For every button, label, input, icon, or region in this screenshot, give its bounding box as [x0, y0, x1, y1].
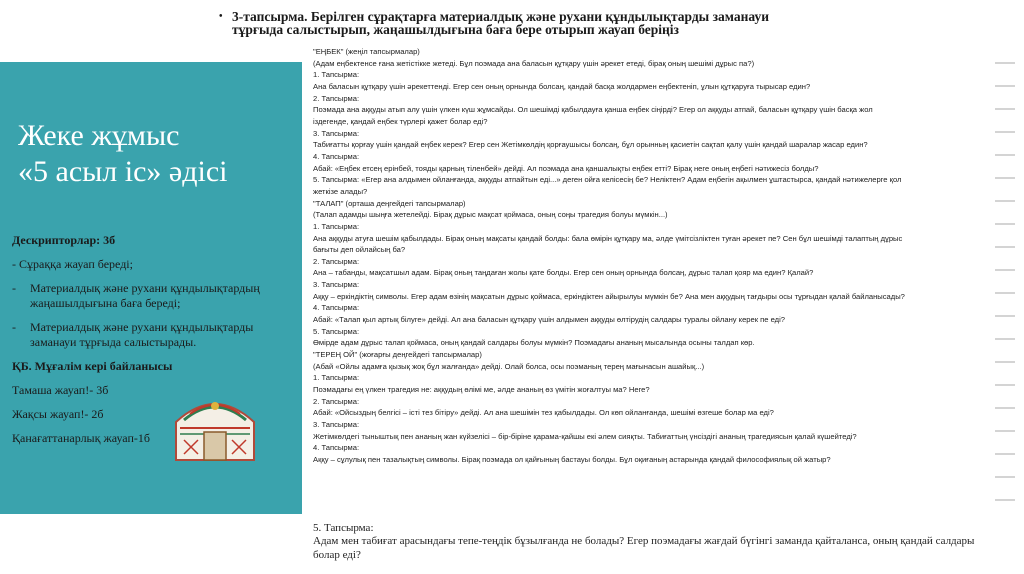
task-line: Поэмада ана аққуды атып алу үшін үлкен күш жұмсайды. Ол шешімді қабылдауға қанша еңбек сіңірді? Егер ол аққуды атпай, баласын құтқару үшін басқа жол	[313, 105, 873, 115]
feedback-item: Тамаша жауап!- 3б	[12, 383, 109, 397]
task-line: Аққу – еркіндіктің символы. Егер адам өзінің мақсатын дұрыс қоймаса, еркіндіктен айырылуы мүмкін бе? Ана мен аққудың тағдыры осы тұрғыдан қалай байланысады?	[313, 291, 905, 301]
scrollbar-segment	[995, 315, 1015, 317]
scrollbar-segment	[995, 200, 1015, 202]
task-line: 3. Тапсырма:	[313, 420, 360, 429]
scrollbar-segment	[995, 246, 1015, 248]
task-line: (Абай «Ойлы адамға қызық жоқ бұл жалғанда» дейді. Олай болса, осы поэманың терең мағынасын ашайық...)	[313, 361, 705, 371]
task-line: Ана – табанды, мақсатшыл адам. Бірақ оның таңдаған жолы қате болды. Егер сен оның орнында болсаң, дұрыс талап қояр ма един? Қалай?	[313, 268, 814, 278]
scrollbar-segment	[995, 223, 1015, 225]
task-line: 1. Тапсырма:	[313, 221, 360, 231]
task-line: Ана баласын құтқару үшін әрекеттенді. Егер сен оның орнында болсаң, қандай басқа жолдармен еңбектеніп, ұлын құтқаруға тырысар един?	[313, 81, 811, 91]
scrollbar-segment	[995, 476, 1015, 478]
scrollbar-segment	[995, 453, 1015, 455]
task-line: 2. Тапсырма:	[313, 396, 360, 406]
scrollbar-segment	[995, 384, 1015, 386]
task-line: (Талап адамды шыңға жетелейді. Бірақ дұрыс мақсат қоймаса, оның соңы трагедия болуы мүмкін...)	[313, 210, 668, 220]
task-line: "ТАЛАП" (орташа деңгейдегі тапсырмалар)	[313, 198, 466, 208]
task-line: 3. Тапсырма:	[313, 128, 360, 138]
task-line: 4. Тапсырма:	[313, 443, 360, 453]
scrollbar-segment	[995, 407, 1015, 409]
task-line: Табиғатты қорғау үшін қандай еңбек керек? Егер сен Жетімкөлдің қорғаушысы болсаң, бұл орынның қасиетін сақтап қалу үшін қандай шаралар жасар един?	[313, 140, 868, 150]
descriptor-item: - Материалдық және рухани құндылықтарды заманауи тұрғыда салыстырады.	[12, 320, 254, 349]
task-line: 5. Тапсырма: «Егер ана алдымен ойланғанда, аққуды атпайтын еді...» деген ойға келісесің бе? Неліктен? Адам еңбегін ақылмен ұштастырса, қандай нәтижелерге қол	[313, 175, 902, 185]
task-list	[313, 46, 985, 466]
task-line: 1. Тапсырма:	[313, 70, 360, 80]
descriptor-item: - Материалдық және рухани құндылықтардың жаңашылдығына баға береді;	[12, 281, 260, 310]
scrollbar-segment	[995, 338, 1015, 340]
scrollbar-segment	[995, 361, 1015, 363]
task-line: Абай: «Еңбек етсең ерінбей, тояды қарның тіленбей» дейді. Ал поэмада ана қаншалықты еңбек етті? Бірақ неге оның еңбегі нәтижесіз болды?	[313, 163, 819, 173]
feedback-item: Қанағаттанарлық жауап-1б	[12, 431, 150, 445]
task-line: бағыты деп ойлайсың ба?	[313, 245, 406, 255]
task-line: 4. Тапсырма:	[313, 151, 360, 161]
task-line: Ана аққуды атуға шешім қабылдады. Бірақ оның мақсаты қандай болды: бала өмірін құтқару ма, әлде үмітсізліктен туған әрекет пе? Сен бұл шешімді талаптың дұрыс	[313, 233, 903, 243]
scrollbar-segment	[995, 269, 1015, 271]
task-line: Абай: «Ойсыздың белгісі – істі тез бітіру» дейді. Ал ана шешімін тез қабылдады. Ол көп ойланғанда, шешімі өзгеше болар ма еді?	[313, 408, 774, 418]
final-task-label: 5. Тапсырма:	[313, 522, 374, 534]
scrollbar-segment	[995, 499, 1015, 501]
page-heading	[18, 118, 288, 190]
scrollbar-segment	[995, 177, 1015, 179]
task-line: жеткізе алады?	[313, 186, 368, 196]
feedback-item: Жақсы жауап!- 2б	[12, 407, 104, 421]
final-task	[313, 522, 993, 562]
yurt-illustration	[170, 384, 260, 464]
scrollbar-segment	[995, 131, 1015, 133]
scrollbar-segment	[995, 85, 1015, 87]
task-line: 2. Тапсырма:	[313, 93, 360, 103]
scrollbar-segment	[995, 430, 1015, 432]
descriptors-title: Дескрипторлар: 3б	[12, 233, 116, 247]
feedback-title: ҚБ. Мұғалім кері байланысы	[12, 359, 173, 373]
scrollbar-segment	[995, 154, 1015, 156]
task-line: Аққу – сұлулық пен тазалықтың символы. Бірақ поэмада ол қайғының бастауы болды. Бұл оқиғаның астарында қандай философиялық ой жатыр?	[313, 454, 831, 464]
task-line: "ЕҢБЕК" (жеңіл тапсырмалар)	[313, 47, 420, 56]
scrollbar-segment	[995, 292, 1015, 294]
task-line: Өмірде адам дұрыс талап қоймаса, оның қандай салдары болуы мүмкін? Поэмадағы ананың мысалында осыны талдап көр.	[313, 338, 755, 348]
final-task-text: Адам мен табиғат арасындағы тепе-теңдік бұзылғанда не болады? Егер поэмадағы жағдай бүгінгі заманда қайталанса, оның қандай салдары болар еді?	[313, 535, 975, 561]
task-line: Жетімкөлдегі тыныштық пен ананың жан күйзелісі – бір-біріне қарама-қайшы екі әлем сияқты. Табиғаттың үнсіздігі ананың трагедиясын қалай күшейтеді?	[313, 431, 857, 441]
task-line: Абай: «Талап қыл артық білуге» дейді. Ал ана баласын құтқару үшін алдымен аққуды өлтірудің салдары туралы ойлану керек пе еді?	[313, 315, 786, 325]
scrollbar-segment	[995, 108, 1015, 110]
slide-title: • 3-тапсырма. Берілген сұрақтарға материалдық және рухани құндылықтарды заманауи тұрғыда салыстырып, жаңашылдығына баға бере отырып жауап беріңіз	[219, 9, 769, 37]
task-line: 4. Тапсырма:	[313, 303, 360, 313]
task-line: "ТЕРЕҢ ОЙ" (жоғарғы деңгейдегі тапсырмалар)	[313, 350, 482, 360]
heading-line-1: Жеке жұмыс	[18, 119, 180, 152]
task-line: 1. Тапсырма:	[313, 373, 360, 383]
task-line: 3. Тапсырма:	[313, 280, 360, 290]
scrollbar[interactable]	[995, 62, 1015, 520]
task-line: 2. Тапсырма:	[313, 256, 360, 266]
task-line: 5. Тапсырма:	[313, 326, 360, 336]
task-line: (Адам еңбектенсе ғана жетістікке жетеді. Бұл поэмада ана баласын құтқару үшін әрекет етеді, бірақ оның шешімі дұрыс па?)	[313, 58, 755, 68]
task-line: іздегенде, қандай еңбек түрлері қажет болар еді?	[313, 116, 488, 126]
descriptor-item: - Сұраққа жауап береді;	[12, 257, 133, 271]
heading-line-2: «5 асыл іс» әдісі	[18, 155, 228, 188]
bullet-icon: •	[219, 11, 223, 22]
task-line: Поэмадағы ең үлкен трагедия не: аққудың өлімі ме, әлде ананың өз үмітін жоғалтуы ма? Неге?	[313, 385, 650, 395]
scrollbar-segment	[995, 62, 1015, 64]
